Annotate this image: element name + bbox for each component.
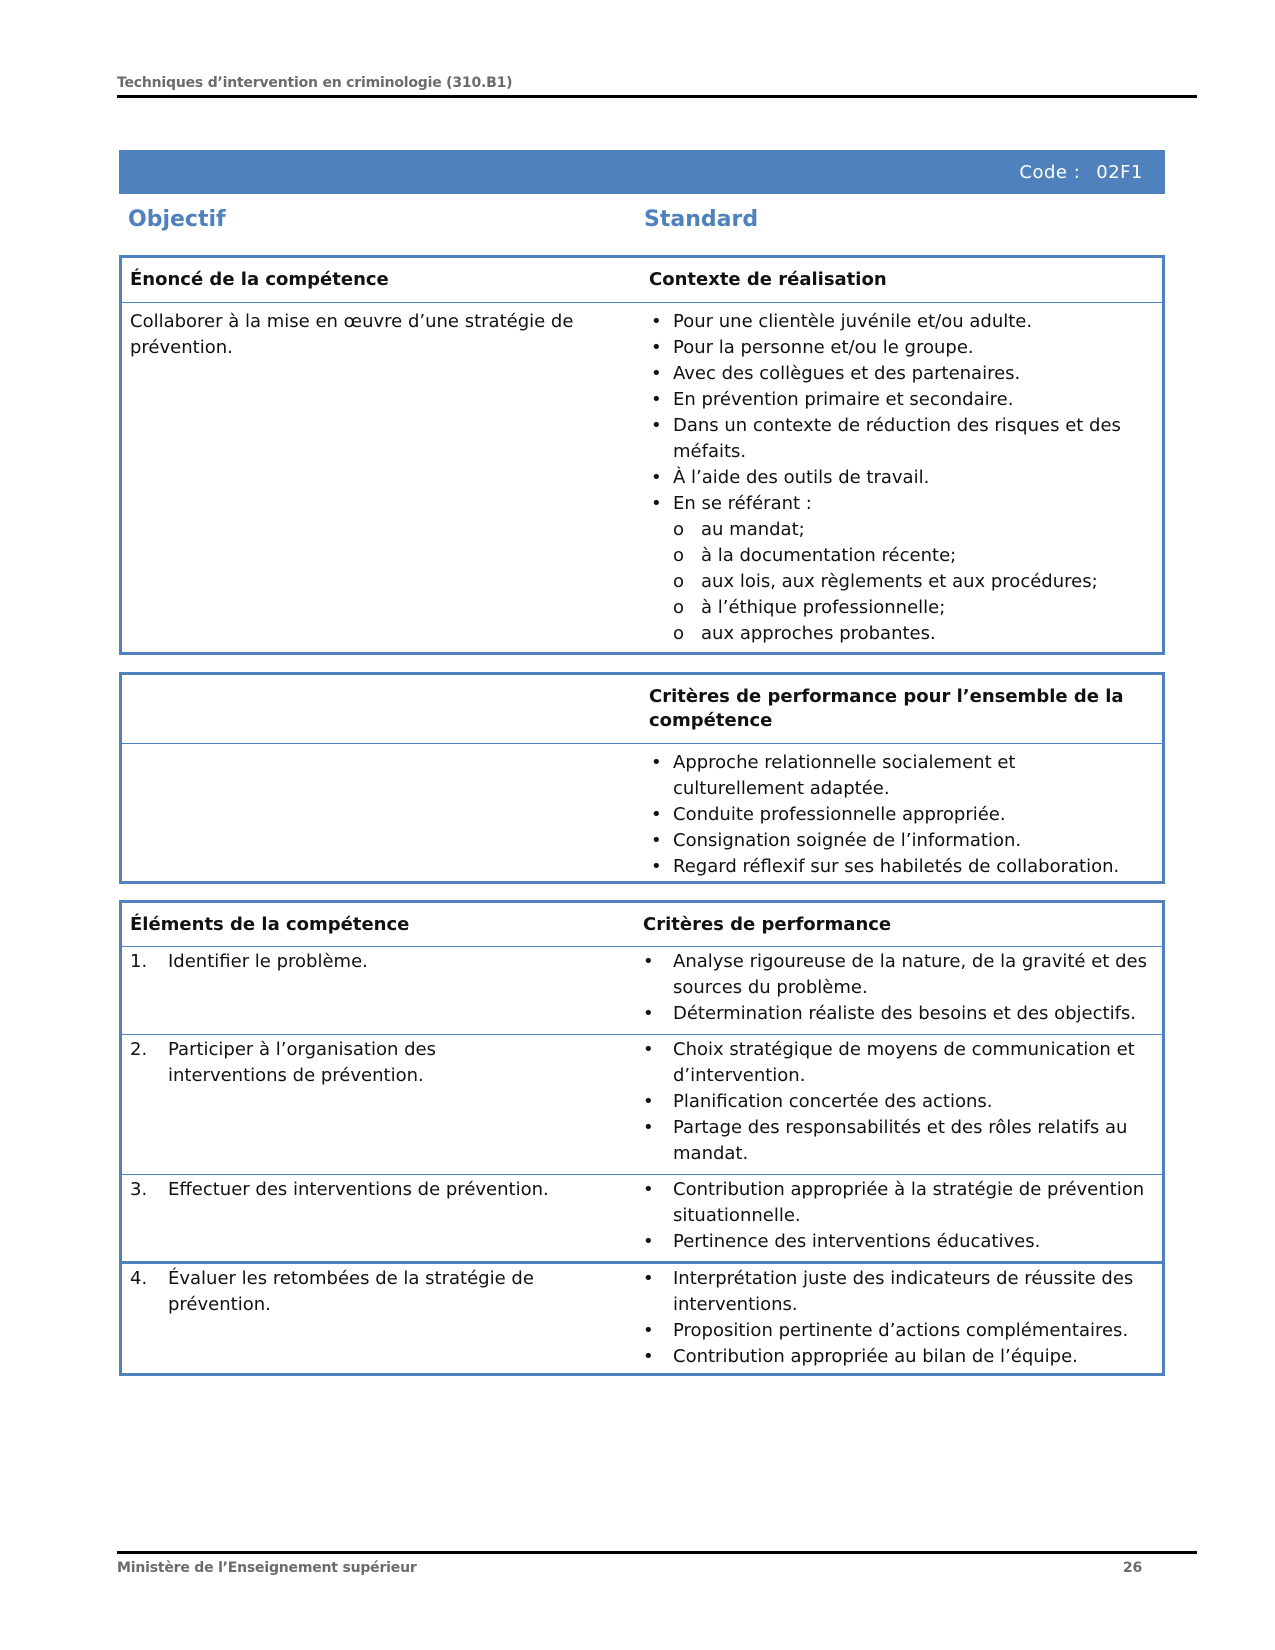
- list-item: [649, 491, 1154, 647]
- table-header-row: [122, 903, 1162, 946]
- program-title: Techniques d’intervention en criminologie (310.B1): [117, 75, 513, 91]
- code-value: 02F1: [1096, 161, 1143, 183]
- element-text: Identifier le problème.: [168, 951, 368, 972]
- list-item: • Approche relationnelle socialement et culturellement adaptée.: [649, 750, 1132, 802]
- page-header: [117, 72, 1197, 98]
- criteria-header: Critères de performance: [643, 913, 892, 935]
- element-cell: [122, 1177, 637, 1261]
- element-number: 4.: [130, 1268, 148, 1289]
- code-label: Code :: [1019, 161, 1081, 183]
- sub-list-item: o à la documentation récente;: [673, 543, 1154, 569]
- criteria-cell: [637, 1177, 1162, 1261]
- list-item: • Planification concertée des actions.: [643, 1089, 1154, 1115]
- list-item: • Choix stratégique de moyens de communication et d’intervention.: [643, 1037, 1154, 1089]
- criteria-list: [643, 1177, 1154, 1255]
- element-number: 2.: [130, 1039, 148, 1060]
- element-cell: [122, 949, 637, 1034]
- list-item: • Pertinence des interventions éducatives.: [643, 1229, 1154, 1255]
- elements-table: [119, 900, 1165, 1376]
- list-item: • Pour la personne et/ou le groupe.: [649, 335, 1154, 361]
- global-criteria-table: [119, 672, 1165, 884]
- global-criteria-header: Critères de performance pour l’ensemble de la compétence: [649, 686, 1124, 731]
- enonce-header: Énoncé de la compétence: [130, 269, 389, 290]
- list-item: • Conduite professionnelle appropriée.: [649, 802, 1132, 828]
- sub-list-item: o au mandat;: [673, 517, 1154, 543]
- element-cell: [122, 1037, 637, 1174]
- elements-header: Éléments de la compétence: [130, 913, 410, 935]
- contexte-cell: [637, 309, 1162, 647]
- table-row: [122, 1174, 1162, 1261]
- table-row: [122, 743, 1162, 880]
- list-item: • Contribution appropriée au bilan de l’équipe.: [643, 1344, 1154, 1370]
- criteria-cell: [637, 1037, 1162, 1174]
- table-row: [122, 302, 1162, 647]
- table-row: [122, 1261, 1162, 1370]
- element-text: Participer à l’organisation des interventions de prévention.: [168, 1039, 436, 1086]
- page-number: 26: [1122, 1560, 1142, 1576]
- contexte-header: Contexte de réalisation: [649, 269, 887, 290]
- table-row: [122, 946, 1162, 1034]
- sub-list-item: o à l’éthique professionnelle;: [673, 595, 1154, 621]
- code-bar: [119, 150, 1165, 194]
- list-item: • Analyse rigoureuse de la nature, de la gravité et des sources du problème.: [643, 949, 1154, 1001]
- element-number: 1.: [130, 951, 148, 972]
- enonce-text: Collaborer à la mise en œuvre d’une stratégie de prévention.: [130, 311, 574, 358]
- criteria-cell: [637, 949, 1162, 1034]
- table-header-row: [122, 675, 1162, 743]
- table-header-row: [122, 258, 1162, 302]
- element-number: 3.: [130, 1179, 148, 1200]
- global-criteria-cell: [637, 750, 1162, 880]
- section-title-standard: Standard: [644, 207, 759, 232]
- criteria-list: [643, 949, 1154, 1027]
- sub-list-item: o aux lois, aux règlements et aux procédures;: [673, 569, 1154, 595]
- list-item: • À l’aide des outils de travail.: [649, 465, 1154, 491]
- ministry-name: Ministère de l’Enseignement supérieur: [117, 1560, 417, 1576]
- list-item: • Regard réflexif sur ses habiletés de collaboration.: [649, 854, 1132, 880]
- list-item: • Dans un contexte de réduction des risques et des méfaits.: [649, 413, 1154, 465]
- criteria-list: [643, 1037, 1154, 1167]
- list-item-text: En se référant :: [673, 493, 812, 514]
- element-text: Évaluer les retombées de la stratégie de prévention.: [168, 1268, 534, 1315]
- list-item: • En prévention primaire et secondaire.: [649, 387, 1154, 413]
- table-row: [122, 1034, 1162, 1174]
- list-item: • Pour une clientèle juvénile et/ou adulte.: [649, 309, 1154, 335]
- list-item: • Proposition pertinente d’actions complémentaires.: [643, 1318, 1154, 1344]
- criteria-cell: [637, 1266, 1162, 1370]
- list-item: • Consignation soignée de l’information.: [649, 828, 1132, 854]
- criteria-list: [643, 1266, 1154, 1370]
- page-footer: [117, 1551, 1197, 1576]
- global-criteria-list: [649, 750, 1132, 880]
- list-item: • Avec des collègues et des partenaires.: [649, 361, 1154, 387]
- section-title-objectif: Objectif: [128, 207, 226, 232]
- list-item: • Détermination réaliste des besoins et des objectifs.: [643, 1001, 1154, 1027]
- empty-cell: [122, 750, 637, 880]
- sub-list-item: o aux approches probantes.: [673, 621, 1154, 647]
- list-item: • Interprétation juste des indicateurs de réussite des interventions.: [643, 1266, 1154, 1318]
- contexte-list: [649, 309, 1154, 647]
- references-list: [673, 517, 1154, 647]
- list-item: • Partage des responsabilités et des rôles relatifs au mandat.: [643, 1115, 1154, 1167]
- list-item: • Contribution appropriée à la stratégie de prévention situationnelle.: [643, 1177, 1154, 1229]
- element-text: Effectuer des interventions de prévention.: [168, 1179, 549, 1200]
- element-cell: [122, 1266, 637, 1370]
- competence-table: [119, 255, 1165, 655]
